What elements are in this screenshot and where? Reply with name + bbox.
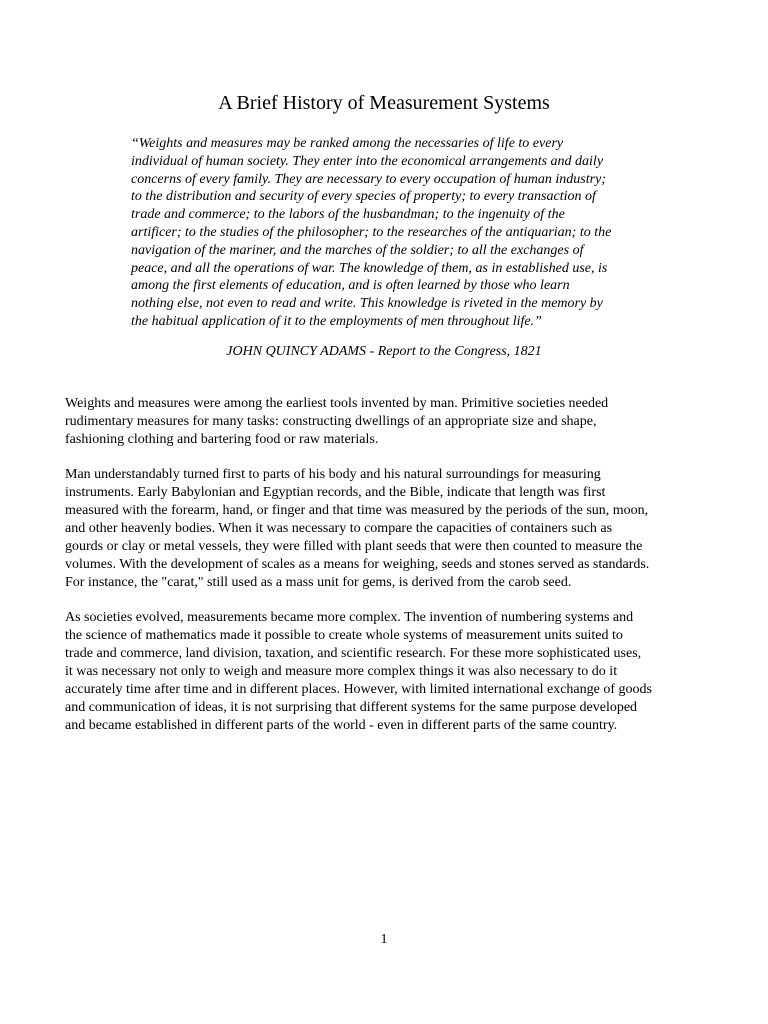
paragraph-line: Weights and measures were among the earliest tools invented by man. Primitive societies needed — [65, 396, 609, 411]
quote-line: individual of human society. They enter into the economical arrangements and daily — [131, 153, 604, 169]
paragraph-line: fashioning clothing and bartering food or raw materials. — [65, 432, 379, 447]
paragraph-line: and other heavenly bodies. When it was necessary to compare the capacities of containers such as — [65, 521, 613, 536]
paragraph-line: measured with the forearm, hand, or finger and that time was measured by the periods of the sun, moon, — [65, 503, 649, 518]
quote-line: to the distribution and security of every species of property; to every transaction of — [131, 189, 596, 205]
epigraph-quote — [131, 135, 661, 331]
paragraph-line: accurately time after time and in different places. However, with limited international exchange of goods — [65, 682, 652, 697]
quote-line: trade and commerce; to the labors of the husbandman; to the ingenuity of the — [131, 207, 565, 223]
quote-line: the habitual application of it to the employments of men throughout life.” — [131, 313, 542, 329]
quote-line: concerns of every family. They are necessary to every occupation of human industry; — [131, 171, 606, 187]
paragraph-line: the science of mathematics made it possible to create whole systems of measurement units suited to — [65, 628, 623, 643]
quote-line: “Weights and measures may be ranked among the necessaries of life to every — [131, 136, 564, 151]
paragraph-2 — [65, 466, 705, 592]
paragraph-line: rudimentary measures for many tasks: constructing dwellings of an appropriate size and shape, — [65, 414, 597, 429]
quote-line: among the first elements of education, and is often learned by those who learn — [131, 278, 570, 294]
quote-line: artificer; to the studies of the philosopher; to the researches of the antiquarian; to the — [131, 224, 612, 240]
paragraph-3 — [65, 609, 705, 735]
paragraph-1 — [65, 395, 705, 449]
document-title: A Brief History of Measurement Systems — [218, 92, 550, 114]
quote-line: navigation of the mariner, and the marches of the soldier; to all the exchanges of — [131, 242, 584, 258]
quote-attribution: JOHN QUINCY ADAMS - Report to the Congress, 1821 — [226, 344, 542, 359]
paragraph-line: trade and commerce, land division, taxation, and scientific research. For these more sophisticated uses, — [65, 646, 642, 661]
paragraph-line: it was necessary not only to weigh and measure more complex things it was also necessary to do it — [65, 664, 618, 679]
paragraph-line: volumes. With the development of scales as a means for weighing, seeds and stones served as standards. — [65, 557, 650, 572]
paragraph-line: As societies evolved, measurements became more complex. The invention of numbering systems and — [65, 610, 634, 625]
paragraph-line: instruments. Early Babylonian and Egyptian records, and the Bible, indicate that length was first — [65, 485, 606, 500]
quote-line: nothing else, not even to read and write. This knowledge is riveted in the memory by — [131, 296, 603, 312]
quote-line: peace, and all the operations of war. The knowledge of them, as in established use, is — [131, 260, 608, 276]
paragraph-line: and communication of ideas, it is not surprising that different systems for the same purpose developed — [65, 700, 638, 715]
paragraph-line: and became established in different parts of the world - even in different parts of the same country. — [65, 718, 618, 733]
paragraph-line: gourds or clay or metal vessels, they were filled with plant seeds that were then counted to measure the — [65, 539, 643, 554]
paragraph-line: Man understandably turned first to parts of his body and his natural surroundings for measuring — [65, 467, 601, 482]
page-number: 1 — [380, 932, 388, 947]
paragraph-line: For instance, the "carat," still used as a mass unit for gems, is derived from the carob seed. — [65, 575, 572, 590]
